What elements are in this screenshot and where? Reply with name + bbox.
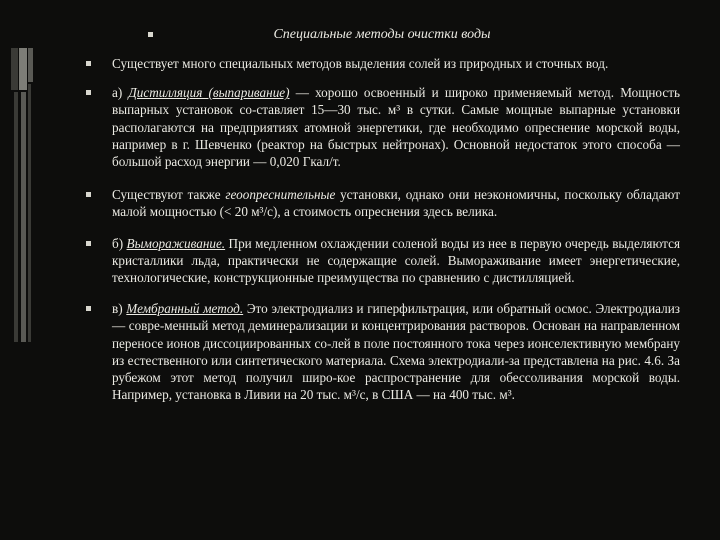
bullet-geo-lead: Существуют также bbox=[112, 187, 226, 203]
slide-title: Специальные методы очистки воды bbox=[172, 26, 592, 44]
left-decoration-bar-6 bbox=[28, 84, 31, 342]
left-decoration-bar-2 bbox=[19, 48, 27, 90]
bullet-intro-text: Существует много специальных методов выделения солей из природных и сточных вод. bbox=[112, 56, 609, 71]
bullet-membrane bbox=[84, 300, 680, 403]
slide-content bbox=[84, 26, 680, 403]
left-decoration-bar-1 bbox=[11, 48, 18, 90]
bullet-geo-term: геоопреснительные bbox=[225, 187, 336, 203]
bullet-freezing bbox=[84, 235, 680, 287]
left-decoration-bar-5 bbox=[21, 92, 26, 342]
bullet-membrane-term: Мембранный метод. bbox=[126, 301, 244, 317]
left-decoration-bar-3 bbox=[28, 48, 33, 82]
bullet-distillation-text: — хорошо освоенный и широко применяемый метод. Мощность выпарных установок со-ставляет 15—30 тыс. м³ в сутки. Самые мощные выпарные установки располагаются на предприятиях атомной энергетики, где необходимо опреснение морской воды, например в г. Шевченко (реактор на быстрых нейтронах). Основной недостаток этого способа — большой расход энергии — 0,020 Гкал/т. bbox=[112, 85, 680, 170]
left-decoration-bar-4 bbox=[14, 92, 18, 342]
bullet-intro bbox=[84, 55, 680, 72]
bullet-geo-text: установки, однако они неэкономичны, поскольку обладают малой мощностью (< 20 м³/с), а стоимость опреснения здесь велика. bbox=[112, 187, 680, 220]
bullet-geo-desalination bbox=[84, 186, 680, 220]
bullet-freezing-term: Вымораживание. bbox=[126, 235, 226, 251]
bullet-membrane-text: Это электродиализ и гиперфильтрация, или обратный осмос. Электродиализ — совре-менный метод деминерализации и концентрирования растворов. Основан на направленном переносе ионов диссоциированных со-лей в поле постоянного тока через ионселективную мембрану из естественного или синтетического материала. Схема электродиали-за представлена на рис. 4.6. За рубежом этот метод получил широ-кое распространение для обессоливания морской воды. Например, установка в Ливии на 20 тыс. м³/с, в США — на 400 тыс. м³. bbox=[112, 301, 680, 403]
bullet-distillation-lead: а) bbox=[112, 85, 129, 101]
bullet-freezing-text: При медленном охлаждении соленой воды из нее в первую очередь выделяются кристаллики льда, практически не содержащие солей. Вымораживание имеет энергетические, технологические, конструкционные преимущества по сравнению с дистилляцией. bbox=[112, 235, 681, 286]
bullet-distillation-term: Дистилляция (выпаривание) bbox=[128, 85, 290, 101]
bullet-freezing-lead: б) bbox=[112, 235, 127, 251]
bullet-distillation bbox=[84, 84, 680, 170]
bullet-membrane-lead: в) bbox=[112, 301, 127, 317]
